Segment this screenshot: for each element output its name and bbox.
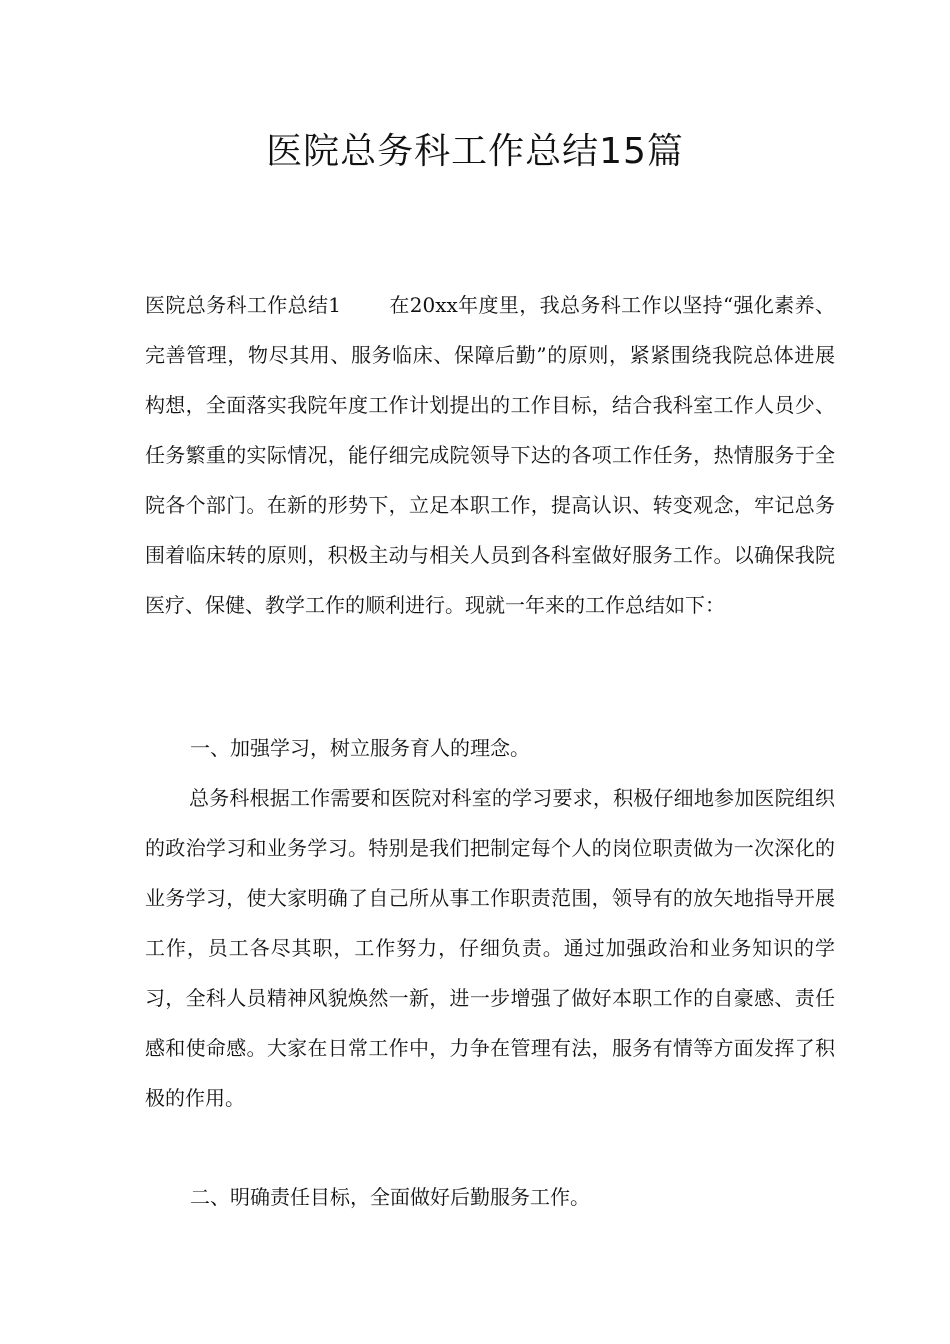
intro-paragraph [145,280,835,630]
section-label: 医院总务科工作总结1 [145,293,342,317]
section-heading-1: 一、加强学习，树立服务育人的理念。 [190,736,530,760]
paragraph-1: 总务科根据工作需要和医院对科室的学习要求，积极仔细地参加医院组织的政治学习和业务学习。特别是我们把制定每个人的岗位职责做为一次深化的业务学习，使大家明确了自己所从事工作职责范围，领导有的放矢地指导开展工作，员工各尽其职，工作努力，仔细负责。通过加强政治和业务知识的学习，全科人员精神风貌焕然一新，进一步增强了做好本职工作的自豪感、责任感和使命感。大家在日常工作中，力争在管理有法，服务有情等方面发挥了积极的作用。 [145,786,835,1110]
intro-text: 在20xx年度里，我总务科工作以坚持“强化素养、完善管理，物尽其用、服务临床、保障后勤”的原则，紧紧围绕我院总体进展构想，全面落实我院年度工作计划提出的工作目标，结合我科室工作人员少、任务繁重的实际情况，能仔细完成院领导下达的各项工作任务，热情服务于全院各个部门。在新的形势下，立足本职工作，提高认识、转变观念，牢记总务围着临床转的原则，积极主动与相关人员到各科室做好服务工作。以确保我院医疗、保健、教学工作的顺利进行。现就一年来的工作总结如下： [145,293,836,617]
section-heading-2: 二、明确责任目标，全面做好后勤服务工作。 [190,1185,590,1209]
document-title: 医院总务科工作总结15篇 [266,131,684,172]
